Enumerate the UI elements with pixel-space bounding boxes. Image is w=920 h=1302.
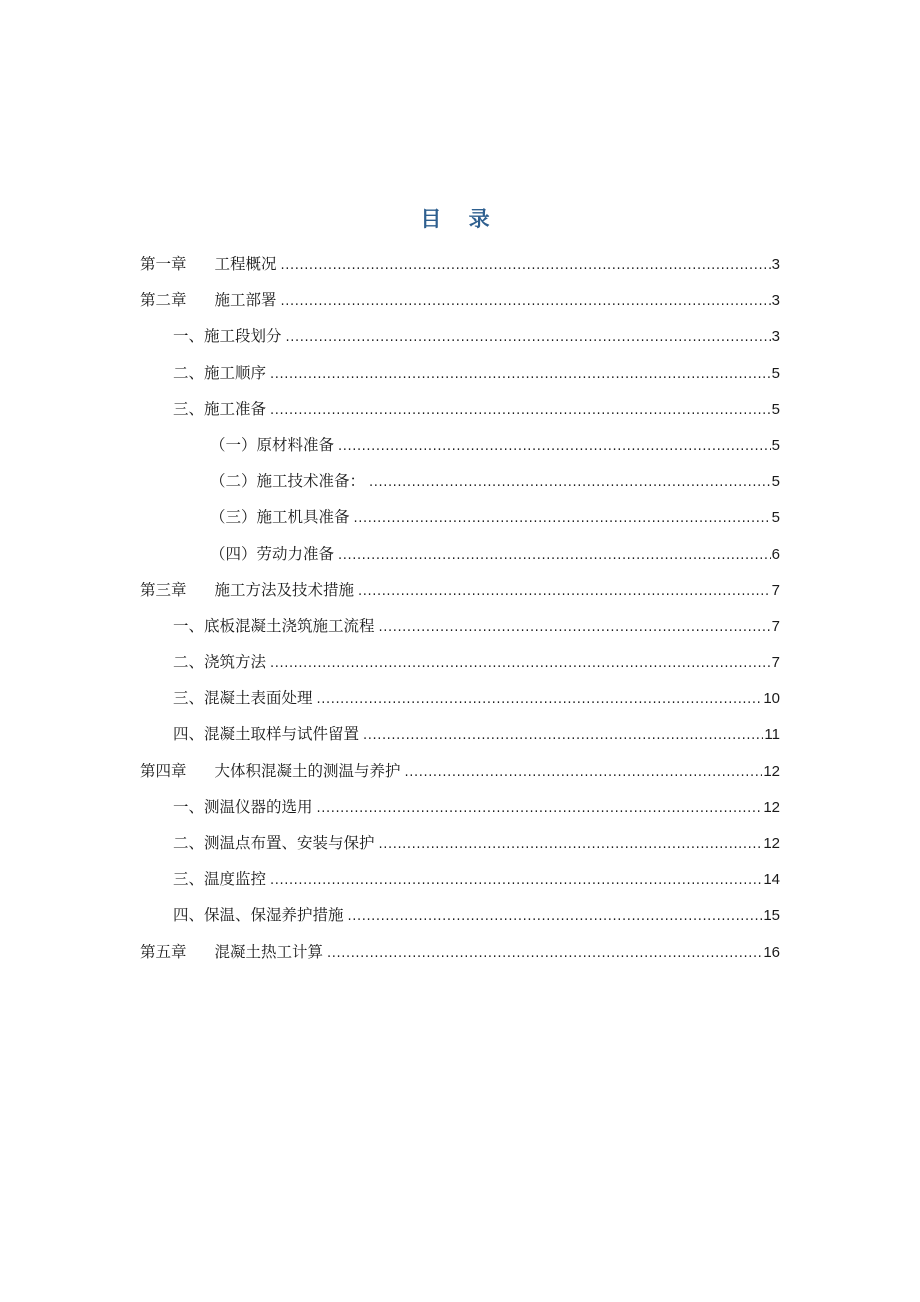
- toc-entry[interactable]: [140, 680, 780, 716]
- toc-page-number: 12: [763, 762, 780, 780]
- toc-entry-text: 混凝土热工计算: [214, 942, 324, 961]
- toc-dot-leader: [270, 357, 771, 393]
- toc-page-number: 7: [771, 617, 780, 635]
- toc-entry[interactable]: [140, 318, 780, 354]
- toc-page-number: 5: [771, 473, 780, 491]
- toc-entry-text: 工程概况: [214, 255, 277, 273]
- toc-dot-leader: [358, 574, 771, 610]
- toc-entry[interactable]: [140, 246, 780, 282]
- toc-page-number: 14: [763, 871, 780, 889]
- toc-entry[interactable]: [140, 572, 780, 608]
- toc-dot-leader: [317, 682, 763, 718]
- toc-chapter-number: 第二章: [140, 291, 187, 310]
- toc-dot-leader: [317, 791, 763, 827]
- toc-page-number: 5: [771, 364, 780, 382]
- toc-page-number: 5: [771, 436, 780, 454]
- toc-dot-leader: [405, 755, 763, 791]
- toc-title: 目 录: [420, 207, 500, 231]
- toc-chapter-number: 第四章: [140, 761, 187, 780]
- toc-entry[interactable]: [140, 753, 780, 789]
- toc-page-number: 5: [771, 400, 780, 418]
- toc-dot-leader: [379, 827, 763, 863]
- toc-entry-text: 施工部署: [214, 291, 277, 310]
- toc-dot-leader: [338, 429, 771, 465]
- toc-entry[interactable]: [140, 789, 780, 825]
- toc-entry-text: 大体积混凝土的测温与养护: [214, 761, 401, 780]
- toc-page-number: 7: [771, 654, 780, 672]
- toc-dot-leader: [338, 538, 771, 574]
- toc-list: [140, 246, 780, 970]
- toc-page-number: 10: [763, 690, 780, 708]
- toc-page-number: 15: [763, 907, 780, 925]
- toc-entry-text: （四）劳动力准备: [210, 544, 335, 563]
- toc-entry-text: （二）施工技术准备：: [210, 472, 366, 491]
- toc-dot-leader: [363, 718, 763, 754]
- toc-dot-leader: [379, 610, 771, 646]
- toc-entry[interactable]: [140, 355, 780, 391]
- toc-entry[interactable]: [140, 861, 780, 897]
- toc-entry-text: 三、施工准备: [173, 399, 267, 418]
- toc-dot-leader: [286, 320, 771, 356]
- toc-entry-text: 施工方法及技术措施: [214, 580, 355, 599]
- toc-page-number: 3: [771, 292, 780, 310]
- toc-entry-text: 四、保温、保湿养护措施: [173, 906, 344, 925]
- toc-entry-text: 三、温度监控: [173, 870, 267, 889]
- toc-entry[interactable]: [140, 427, 780, 463]
- toc-entry[interactable]: [140, 825, 780, 861]
- toc-entry-text: 二、测温点布置、安装与保护: [173, 834, 375, 852]
- toc-entry[interactable]: [140, 716, 780, 752]
- toc-page-number: 5: [771, 509, 780, 527]
- toc-dot-leader: [281, 284, 771, 320]
- toc-page-number: 6: [771, 545, 780, 563]
- toc-dot-leader: [327, 936, 762, 972]
- toc-entry[interactable]: [140, 644, 780, 680]
- toc-entry[interactable]: [140, 391, 780, 427]
- toc-entry-text: 三、混凝土表面处理: [173, 689, 313, 708]
- toc-chapter-number: 第三章: [140, 580, 187, 599]
- toc-entry-text: 四、混凝土取样与试件留置: [173, 725, 360, 744]
- toc-entry-text: 二、浇筑方法: [173, 653, 267, 672]
- toc-dot-leader: [270, 393, 771, 429]
- toc-entry[interactable]: [140, 897, 780, 933]
- toc-entry-text: 一、测温仪器的选用: [173, 797, 313, 816]
- toc-entry-text: 一、底板混凝土浇筑施工流程: [173, 616, 375, 635]
- toc-entry-text: 二、施工顺序: [173, 363, 267, 382]
- toc-page-number: 11: [764, 726, 780, 744]
- toc-page-number: 3: [771, 328, 780, 346]
- toc-entry-text: （三）施工机具准备: [210, 508, 350, 527]
- toc-entry[interactable]: [140, 536, 780, 572]
- toc-entry[interactable]: [140, 934, 780, 970]
- toc-entry[interactable]: [140, 282, 780, 318]
- toc-chapter-number: 第五章: [140, 942, 187, 961]
- toc-dot-leader: [281, 248, 771, 284]
- toc-page-number: 16: [763, 943, 780, 961]
- toc-dot-leader: [354, 501, 771, 537]
- toc-entry[interactable]: [140, 608, 780, 644]
- toc-dot-leader: [369, 465, 771, 501]
- toc-page-number: 3: [771, 256, 780, 273]
- toc-chapter-number: 第一章: [140, 255, 187, 273]
- toc-page-number: 12: [763, 835, 780, 852]
- toc-entry-text: （一）原材料准备: [210, 435, 335, 454]
- toc-dot-leader: [270, 646, 771, 682]
- toc-entry[interactable]: [140, 499, 780, 535]
- toc-entry-text: 一、施工段划分: [173, 327, 282, 346]
- toc-entry[interactable]: [140, 463, 780, 499]
- toc-dot-leader: [270, 863, 762, 899]
- toc-page-number: 12: [763, 798, 780, 816]
- toc-dot-leader: [348, 899, 763, 935]
- toc-page-number: 7: [771, 581, 780, 599]
